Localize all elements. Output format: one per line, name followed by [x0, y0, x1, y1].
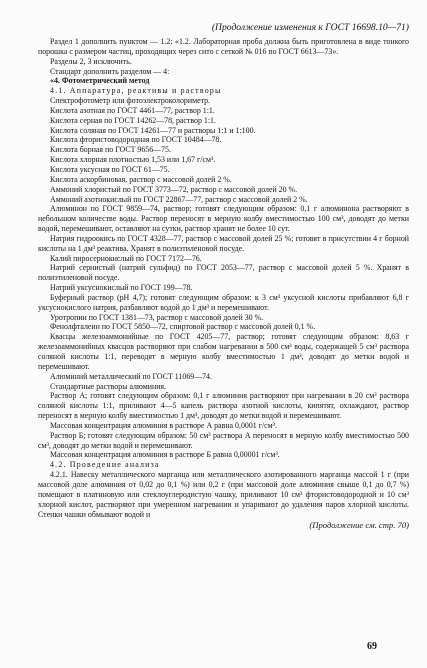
section-heading-photometric-method: «4. Фотометрический метод — [50, 76, 150, 86]
list-item-hydrofluoric-acid: Кислота фтористоводородная по ГОСТ 10484—78. — [50, 135, 222, 145]
paragraph-solution-a-concentration: Массовая концентрация алюминия в растворе А равна 0,0001 г/см³. — [50, 420, 277, 430]
list-item-sulfuric-acid: Кислота серная по ГОСТ 14262—78, раствор 1:1. — [50, 115, 216, 125]
list-item-spectrophotometer: Спектрофотометр или фотоэлектроколориметр. — [50, 96, 211, 106]
paragraph-phenolphthalein: Фенолфталеин по ГОСТ 5850—72, спиртовой раствор с массовой долей 0,1 %. — [50, 322, 316, 332]
paragraph-sodium-hydroxide: Натрия гидроокись по ГОСТ 4328—77, раствор с массовой долей 25 %; готовят в присутствии 4 г борной кислоты на 1 дм³ реактива. Хранят в полиэтиленовой посуде. — [38, 233, 409, 253]
paragraph-iron-ammonium-alum: Квасцы железоаммонийные по ГОСТ 4205—77, раствор; готовят следующим образом: 8,63 г железоаммонийных квасцов растворяют при слабом нагревании в 500 см³ воды, содержащей 5 см³ раствора соляной кислоты 1:1, переводят в мерную колбу вместимостью 1 дм³, доводят до метки водой и перемешивают. — [38, 332, 409, 371]
list-item-standard-solutions: Стандартные растворы алюминия. — [50, 381, 167, 391]
page-number: 69 — [367, 641, 377, 652]
list-item-sodium-acetate: Натрий уксуснокислый по ГОСТ 199—78. — [50, 283, 193, 293]
subsection-heading-analysis: 4.2. Проведение анализа — [50, 460, 160, 470]
subsection-heading-apparatus: 4.1. Аппаратура, реактивы и растворы — [50, 86, 222, 96]
list-item-ammonium-chloride: Аммоний хлористый по ГОСТ 3773—72, раствор с массовой долей 20 %. — [50, 184, 298, 194]
list-item-ascorbic-acid: Кислота аскорбиновая, раствор с массовой долей 2 %. — [50, 174, 232, 184]
continuation-footer: (Продолжение см. стр. 70) — [309, 520, 409, 531]
paragraph-sodium-sulfide: Натрий сернистый (натрий сульфид) по ГОСТ 2053—77, раствор с массовой долей 5 %. Хранят в полиэтиленовой посуде. — [38, 263, 409, 283]
paragraph-aluminon: Алюминон по ГОСТ 9859—74, раствор; готовят следующим образом: 0,1 г алюминона растворяют в небольшом количестве воды. Раствор переносят в мерную колбу вместимостью 100 см³, доводят до метки водой, перемешивают, оставляют на сутки, раствор хранят не более 10 сут. — [38, 204, 409, 234]
paragraph-solution-b-concentration: Массовая концентрация алюминия в растворе Б равна 0,00001 г/см³. — [50, 450, 280, 460]
list-item-urotropin: Уротропин по ГОСТ 1381—73, раствор с массовой долей 30 %. — [50, 312, 264, 322]
document-body — [38, 37, 409, 519]
continuation-header: (Продолжение изменения к ГОСТ 16698.10—71) — [211, 22, 409, 33]
list-item-perchloric-acid: Кислота хлорная плотностью 1,53 или 1,67 г/см³. — [50, 155, 216, 165]
paragraph-section1-addition: Раздел 1 дополнить пунктом — 1.2: «1.2. Лабораторная проба должна быть приготовлена в виде тонкого порошка с размером частиц, проходящих через сито с сеткой № 016 по ГОСТ 6613—73». — [38, 37, 409, 56]
paragraph-buffer-solution: Буферный раствор (pH 4,7); готовят следующим образом: к 3 см³ уксусной кислоты прибавляют 6,8 г уксуснокислого натрия, разбавляют водой до 1 дм³ и перемешивают. — [38, 292, 409, 312]
paragraph-sections-removed: Разделы 2, 3 исключить. — [50, 56, 132, 66]
paragraph-analysis-procedure: 4.2.1. Навеску металлического марганца или металлического азотированного марганца массой 1 г (при массовой доле алюминия от 0,02 до 0,1 %) или 0,2 г (при массовой доле алюминия свыше 0,1 до 0,7 %) помещают в платиновую или стеклоуглеродистую чашку, приливают 10 см³ фтористоводородной и 10 см³ хлорной кислот, растворяют при умеренном нагревании и упаривают до удаления паров хлорной кислоты. Стенки чашки обмывают водой и — [38, 470, 409, 519]
list-item-boric-acid: Кислота борная по ГОСТ 9656—75. — [50, 145, 171, 155]
list-item-ammonium-nitrate: Аммоний азотнокислый по ГОСТ 22867—77, раствор с массовой долей 2 %. — [50, 194, 308, 204]
list-item-acetic-acid: Кислота уксусная по ГОСТ 61—75. — [50, 164, 170, 174]
list-item-aluminium-metal: Алюминий металлический по ГОСТ 11069—74. — [50, 371, 212, 381]
list-item-potassium-pyrosulfate: Калий пиросернокислый по ГОСТ 7172—76. — [50, 253, 202, 263]
paragraph-add-section4: Стандарт дополнить разделом — 4: — [50, 66, 170, 76]
paragraph-solution-a: Раствор А; готовят следующим образом: 0,1 г алюминия растворяют при нагревании в 20 см³ раствора соляной кислоты 1:1, приливают 4—5 капель раствора азотной кислоты, кипятят, охлаждают, раствор переносят в мерную колбу вместимостью 1 дм³, доводят до метки водой и перемешивают. — [38, 391, 409, 421]
paragraph-solution-b: Раствор Б; готовят следующим образом: 50 см³ раствора А переносят в мерную колбу вместимостью 500 см³, доводят до метки водой и перемешивают. — [38, 430, 409, 450]
list-item-hydrochloric-acid: Кислота соляная по ГОСТ 14261—77 и растворы 1:1 и 1:100. — [50, 125, 256, 135]
list-item-nitric-acid: Кислота азотная по ГОСТ 4461—77, раствор 1:1. — [50, 105, 215, 115]
